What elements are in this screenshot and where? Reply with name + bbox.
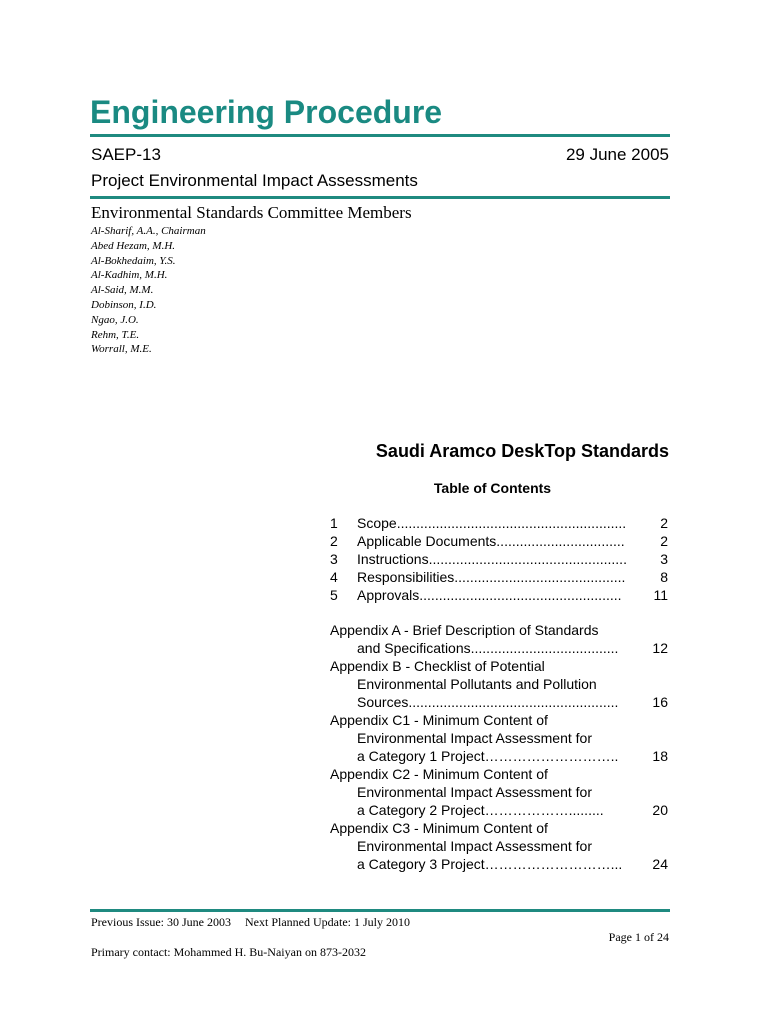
subject-divider [90,196,670,199]
document-number: SAEP-13 [91,145,161,164]
toc-entry-number: 4 [330,569,338,585]
toc-title: Table of Contents [433,480,552,496]
committee-member-list [91,224,206,357]
toc-appendix-entry[interactable] [330,657,668,711]
toc-entry-label: Applicable Documents................................. [357,533,625,549]
toc-appendix-line: and Specifications...................................... [357,640,619,656]
toc-appendix-title: Appendix B - Checklist of Potential [330,658,545,674]
toc-appendix-title: Appendix C2 - Minimum Content of [330,766,548,782]
toc-appendix-line: a Category 2 Project………………......... [357,802,604,818]
committee-member: Al-Sharif, A.A., Chairman [91,225,206,237]
previous-issue: Previous Issue: 30 June 2003 [91,915,231,929]
document-date: 29 June 2005 [565,145,669,164]
footer-divider [90,909,670,912]
toc-appendix-line: Environmental Impact Assessment for [357,784,592,800]
toc-entry-page: 20 [652,802,668,818]
toc-appendix-line: Sources...................................................... [357,694,619,710]
toc-appendix-line: a Category 1 Project……………………….. [357,748,619,764]
toc-appendix-line: a Category 3 Project………………………... [357,856,623,872]
toc-entry[interactable] [330,568,668,586]
toc-entry-page: 24 [652,856,668,872]
committee-member: Al-Bokhedaim, Y.S. [91,254,176,267]
toc-entry-page: 2 [660,533,668,549]
footer-issue-info [91,915,410,930]
toc-section-list [330,514,668,604]
toc-appendix-title: Appendix C1 - Minimum Content of [330,712,548,728]
committee-member: Rehm, T.E. [91,328,140,341]
toc-entry[interactable] [330,514,668,532]
next-planned-update: Next Planned Update: 1 July 2010 [245,915,410,929]
toc-appendix-title: Appendix A - Brief Description of Standards [330,622,599,638]
committee-heading: Environmental Standards Committee Members [91,203,412,222]
toc-entry-page: 16 [652,694,668,710]
toc-entry-page: 2 [660,515,668,531]
committee-member: Al-Kadhim, M.H. [91,269,168,282]
toc-entry-page: 12 [652,640,668,656]
toc-entry-page: 8 [660,569,668,585]
committee-member: Dobinson, I.D. [91,298,157,311]
header-divider [90,134,670,137]
toc-appendix-title: Appendix C3 - Minimum Content of [330,820,548,836]
toc-entry-number: 1 [330,515,338,531]
toc-appendix-list [330,621,668,873]
page-title: Engineering Procedure [90,94,443,130]
committee-member: Worrall, M.E. [91,343,152,356]
toc-appendix-line: Environmental Impact Assessment for [357,730,592,746]
toc-appendix-line: Environmental Impact Assessment for [357,838,592,854]
toc-entry-number: 3 [330,551,338,567]
toc-entry-page: 11 [653,587,668,603]
toc-entry[interactable] [330,532,668,550]
toc-entry[interactable] [330,586,668,604]
toc-entry-label: Scope........................................................... [357,515,627,531]
toc-entry-label: Approvals.................................................... [357,587,622,603]
toc-entry-label: Instructions................................................... [357,551,627,567]
toc-entry-number: 5 [330,587,338,603]
toc-entry-number: 2 [330,533,338,549]
toc-appendix-entry[interactable] [330,765,668,819]
document-subject: Project Environmental Impact Assessments [91,171,418,190]
page-number: Page 1 of 24 [608,930,669,944]
toc-entry-page: 3 [660,551,668,567]
toc-entry-page: 18 [652,748,668,764]
toc-entry[interactable] [330,550,668,568]
committee-member: Ngao, J.O. [91,313,139,326]
toc-appendix-entry[interactable] [330,711,668,765]
committee-member: Al-Said, M.M. [91,284,154,297]
toc-entry-label: Responsibilities............................................ [357,569,626,585]
committee-member: Abed Hezam, M.H. [91,239,176,252]
primary-contact: Primary contact: Mohammed H. Bu-Naiyan on 873-2032 [91,945,366,959]
standards-title: Saudi Aramco DeskTop Standards [375,441,669,461]
toc-appendix-line: Environmental Pollutants and Pollution [357,676,597,692]
toc-appendix-entry[interactable] [330,819,668,873]
toc-appendix-entry[interactable] [330,621,668,657]
